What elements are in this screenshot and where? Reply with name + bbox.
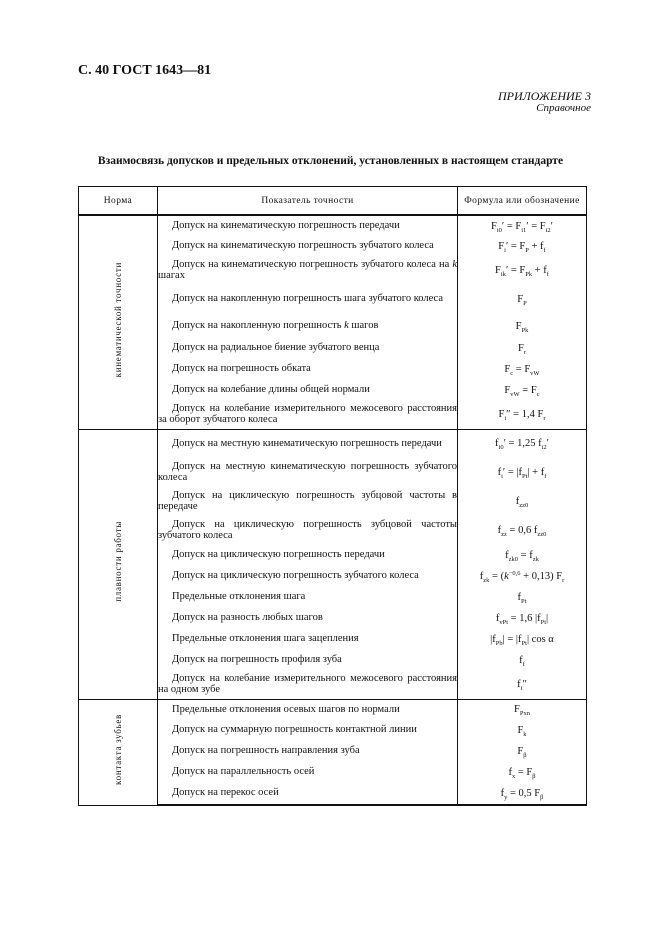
indicator-cell <box>158 629 458 650</box>
tolerance-table <box>78 186 587 806</box>
formula-cell: $F_\beta$ <box>458 741 587 762</box>
indicator-cell <box>158 783 458 805</box>
table-row <box>79 699 587 720</box>
table-body <box>79 215 587 805</box>
indicator-text: Допуск на радиальное биение зубчатого венца <box>172 341 380 353</box>
indicator-text: Допуск на погрешность обката <box>172 362 311 374</box>
formula-cell: $f_{zz0}$ <box>458 487 587 516</box>
norm-group-label: плавности работы <box>113 521 123 602</box>
indicator-cell <box>158 379 458 401</box>
formula-cell: $|f_{Pb}| = |f_{Pt}|$ cos α <box>458 629 587 650</box>
indicator-text: Предельные отклонения шага зацепления <box>172 633 359 645</box>
table-header-row <box>79 187 587 216</box>
indicator-cell <box>158 566 458 587</box>
formula-cell: $f_i' = |f_{Pt}| + f_f$ <box>458 458 587 487</box>
formula-cell: $f_{i0}' = 1,25$ $f_{i2}'$ <box>458 429 587 458</box>
indicator-text: Допуск на накопленную погрешность k шагов <box>172 319 379 331</box>
indicator-cell <box>158 236 458 257</box>
indicator-text: Допуск на циклическую погрешность зубчатого колеса <box>172 570 419 582</box>
formula-cell: $f_{zk} = (k^{-0,6} + 0,13)$ $F_r$ <box>458 566 587 587</box>
indicator-cell <box>158 762 458 783</box>
formula-cell: $F_k$ <box>458 720 587 741</box>
appendix-number: ПРИЛОЖЕНИЕ 3 <box>498 89 591 103</box>
formula-cell: $f_{zk0} = f_{zk}$ <box>458 545 587 566</box>
indicator-text: Допуск на параллельность осей <box>172 766 315 778</box>
formula-cell: $f_{zz} = 0,6$ $f_{zz0}$ <box>458 516 587 545</box>
indicator-cell <box>158 257 458 284</box>
indicator-cell <box>158 284 458 315</box>
indicator-text: Допуск на местную кинематическую погрешность зубчатого колеса <box>158 461 457 483</box>
indicator-cell <box>158 458 458 487</box>
formula-cell: $F_{ik}' = F_{Pk} + f_f$ <box>458 257 587 284</box>
indicator-text: Допуск на разность любых шагов <box>172 612 323 624</box>
formula-cell: $F_i'' = 1,4$ $F_r$ <box>458 401 587 429</box>
norm-group-label: кинематической точности <box>113 262 123 378</box>
indicator-cell <box>158 545 458 566</box>
indicator-cell <box>158 608 458 629</box>
indicator-cell <box>158 720 458 741</box>
appendix-label <box>498 90 591 114</box>
indicator-cell <box>158 215 458 236</box>
formula-cell: $F_c = F_{vW}$ <box>458 359 587 379</box>
indicator-cell <box>158 650 458 671</box>
indicator-cell <box>158 401 458 429</box>
formula-cell: $f_x = F_\beta$ <box>458 762 587 783</box>
indicator-cell <box>158 587 458 608</box>
header-indicator: Показатель точности <box>158 187 458 216</box>
indicator-text: Допуск на накопленную погрешность шага зубчатого колеса <box>172 293 444 305</box>
formula-cell: $F_{Pk}$ <box>458 315 587 337</box>
formula-cell: $f_f$ <box>458 650 587 671</box>
indicator-text: Допуск на колебание измерительного межосевого расстояния за оборот зубчатого колеса <box>158 403 457 425</box>
indicator-text: Допуск на кинематическую погрешность зубчатого колеса на k шагах <box>158 259 457 281</box>
formula-cell: $F_i' = F_P + f_f$ <box>458 236 587 257</box>
indicator-text: Допуск на местную кинематическую погрешность передачи <box>172 437 442 449</box>
indicator-text: Допуск на колебание длины общей нормали <box>172 383 370 395</box>
indicator-cell <box>158 429 458 458</box>
indicator-text: Допуск на циклическую погрешность зубцовой частоты в передаче <box>158 490 457 512</box>
indicator-text: Допуск на колебание измерительного межосевого расстояния на одном зубе <box>158 673 457 695</box>
formula-cell: $F_r$ <box>458 337 587 359</box>
norm-group-cell <box>79 215 158 429</box>
formula-cell: $F_{vW} = F_c$ <box>458 379 587 401</box>
document-title: Взаимосвязь допусков и предельных отклонений, установленных в настоящем стандарте <box>97 155 564 167</box>
indicator-cell <box>158 487 458 516</box>
indicator-cell <box>158 741 458 762</box>
formula-cell: $f_i''$ <box>458 671 587 699</box>
indicator-cell <box>158 516 458 545</box>
indicator-cell <box>158 315 458 337</box>
indicator-text: Допуск на циклическую погрешность передачи <box>172 549 385 561</box>
indicator-text: Допуск на кинематическую погрешность передачи <box>172 219 400 231</box>
norm-group-cell <box>79 429 158 699</box>
table-row <box>79 429 587 458</box>
indicator-text: Допуск на циклическую погрешность зубцовой частоты зубчатого колеса <box>158 519 457 541</box>
indicator-text: Допуск на кинематическую погрешность зубчатого колеса <box>172 240 434 252</box>
indicator-cell <box>158 671 458 699</box>
norm-group-cell <box>79 699 158 805</box>
formula-cell: $f_{Pt}$ <box>458 587 587 608</box>
formula-cell: $F_{Pxn}$ <box>458 699 587 720</box>
indicator-text: Предельные отклонения шага <box>172 591 306 603</box>
formula-cell: $f_y = 0,5$ $F_\beta$ <box>458 783 587 805</box>
header-formula: Формула или обозначение <box>458 187 587 216</box>
formula-cell: $F_P$ <box>458 284 587 315</box>
formula-cell: $F_{i0}' = F_{i1}' = F_{i2}'$ <box>458 215 587 236</box>
indicator-cell <box>158 699 458 720</box>
indicator-text: Допуск на погрешность профиля зуба <box>172 654 342 666</box>
norm-group-label: контакта зубьев <box>113 714 123 785</box>
indicator-text: Допуск на суммарную погрешность контактной линии <box>172 724 417 736</box>
indicator-cell <box>158 359 458 379</box>
page-header: С. 40 ГОСТ 1643—81 <box>78 63 212 78</box>
appendix-type: Справочное <box>536 102 591 114</box>
header-norm: Норма <box>79 187 158 216</box>
indicator-text: Предельные отклонения осевых шагов по нормали <box>172 703 400 715</box>
indicator-text: Допуск на перекос осей <box>172 787 279 799</box>
table-row <box>79 215 587 236</box>
indicator-cell <box>158 337 458 359</box>
formula-cell: $f_{vPt} = 1,6$ $|f_{Pt}|$ <box>458 608 587 629</box>
indicator-text: Допуск на погрешность направления зуба <box>172 745 360 757</box>
